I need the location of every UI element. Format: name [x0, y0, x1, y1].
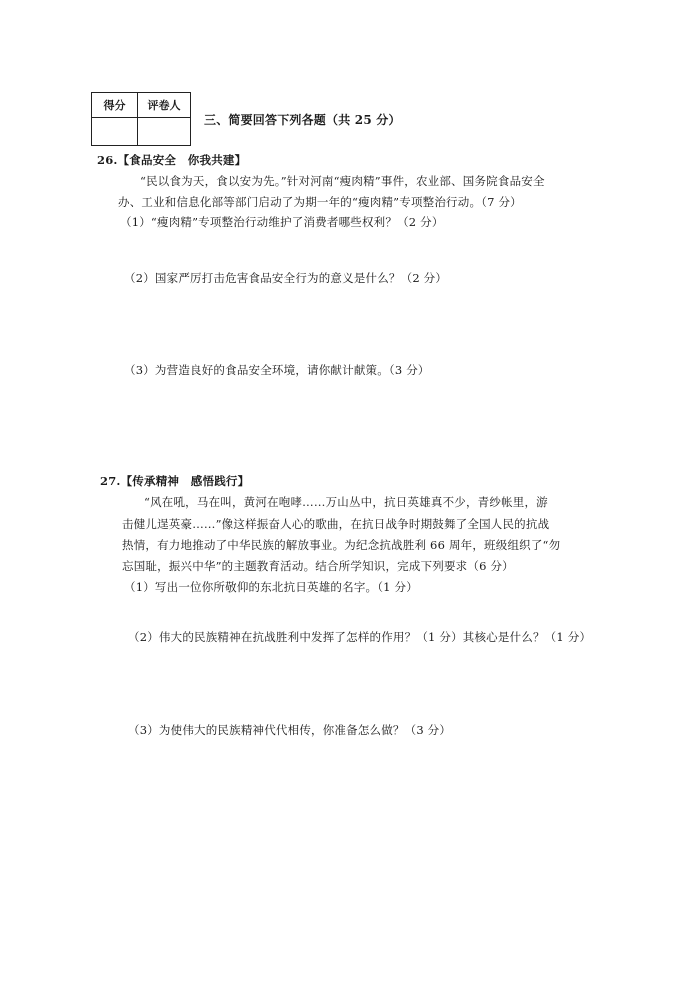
score-label: 得分	[92, 93, 138, 118]
section-title: 三、简要回答下列各题（共 25 分）	[204, 113, 401, 127]
grader-label: 评卷人	[138, 93, 191, 118]
q27-intro-line4: 忘国耻，振兴中华”的主题教育活动。结合所学知识，完成下列要求（6 分）	[122, 559, 514, 573]
q26-intro-line2: 办、工业和信息化部等部门启动了为期一年的“瘦肉精”专项整治行动。（7 分）	[118, 195, 522, 209]
q27-intro-line2: 击健儿逞英豪……”像这样振奋人心的歌曲，在抗日战争时期鼓舞了全国人民的抗战	[122, 517, 550, 531]
q27-sub1: （1）写出一位你所敬仰的东北抗日英雄的名字。（1 分）	[124, 580, 418, 594]
grader-cell	[138, 118, 191, 146]
q26-sub3: （3）为营造良好的食品安全环境，请你献计献策。（3 分）	[124, 363, 430, 377]
score-cell	[92, 118, 138, 146]
q27-sub3: （3）为使伟大的民族精神代代相传，你准备怎么做？（3 分）	[128, 723, 452, 737]
q27-heading: 27.【传承精神 感悟践行】	[100, 474, 250, 488]
q27-intro-line1: “风在吼，马在叫，黄河在咆哮……万山丛中，抗日英雄真不少，青纱帐里，游	[144, 495, 548, 509]
q26-sub1: （1）“瘦肉精”专项整治行动维护了消费者哪些权利？（2 分）	[120, 215, 444, 229]
q27-intro-line3: 热情，有力地推动了中华民族的解放事业。为纪念抗战胜利 66 周年，班级组织了“勿	[122, 538, 561, 552]
q26-heading: 26.【食品安全 你我共建】	[97, 153, 247, 167]
q27-sub2: （2）伟大的民族精神在抗战胜利中发挥了怎样的作用？（1 分）其核心是什么？（1 分）	[128, 630, 592, 644]
q26-sub2: （2）国家严厉打击危害食品安全行为的意义是什么？（2 分）	[124, 271, 448, 285]
score-table	[91, 92, 191, 146]
q26-intro-line1: “民以食为天，食以安为先。”针对河南“瘦肉精”事件，农业部、国务院食品安全	[140, 174, 545, 188]
